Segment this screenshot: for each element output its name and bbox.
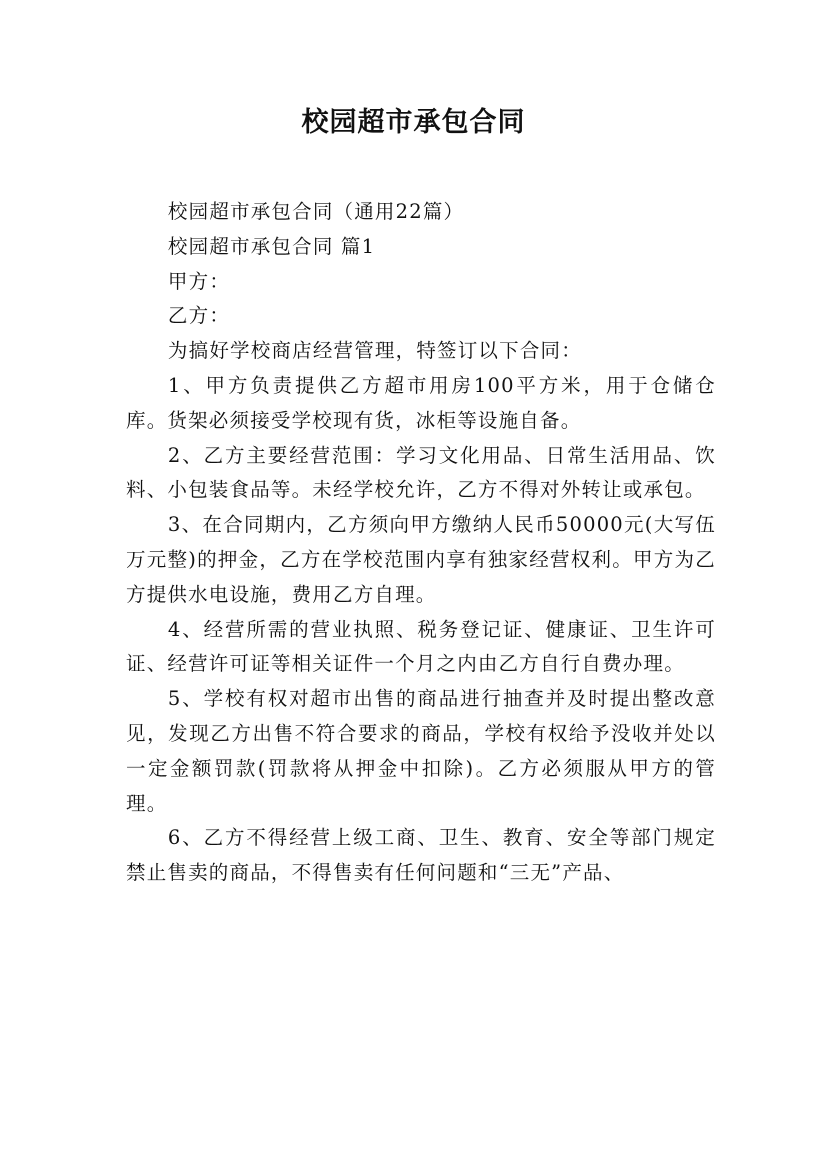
clause-3: 3、在合同期内，乙方须向甲方缴纳人民币50000元(大写伍万元整)的押金，乙方在学校范围内享有独家经营权利。甲方为乙方提供水电设施，费用乙方自理。 <box>126 513 716 606</box>
document-body <box>126 195 716 891</box>
section-heading: 校园超市承包合同 篇1 <box>167 234 376 258</box>
subtitle-paragraph: 校园超市承包合同（通用22篇） <box>167 200 465 223</box>
party-b-line: 乙方： <box>167 304 231 328</box>
intro-paragraph: 为搞好学校商店经营管理，特签订以下合同： <box>167 339 582 363</box>
clause-6: 6、乙方不得经营上级工商、卫生、教育、安全等部门规定禁止售卖的商品，不得售卖有任何问题和“三无”产品、 <box>126 826 716 885</box>
clause-4: 4、经营所需的营业执照、税务登记证、健康证、卫生许可证、经营许可证等相关证件一个月之内由乙方自行自费办理。 <box>126 617 716 676</box>
document-title: 校园超市承包合同 <box>301 107 526 138</box>
clause-5: 5、学校有权对超市出售的商品进行抽查并及时提出整改意见，发现乙方出售不符合要求的商品，学校有权给予没收并处以一定金额罚款(罚款将从押金中扣除)。乙方必须服从甲方的管理。 <box>126 687 716 815</box>
party-a-line: 甲方： <box>167 269 231 293</box>
clause-2: 2、乙方主要经营范围：学习文化用品、日常生活用品、饮料、小包装食品等。未经学校允许，乙方不得对外转让或承包。 <box>126 443 716 502</box>
clause-1: 1、甲方负责提供乙方超市用房100平方米，用于仓储仓库。货架必须接受学校现有货，冰柜等设施自备。 <box>126 373 716 432</box>
